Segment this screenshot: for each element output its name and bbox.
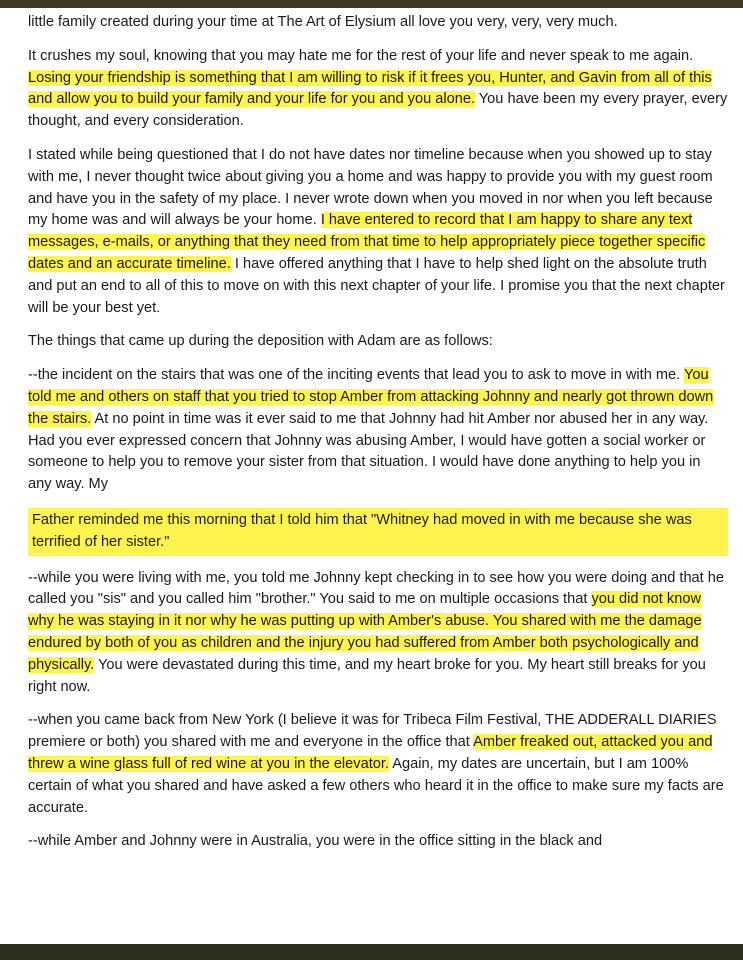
paragraph-australia — [28, 831, 728, 853]
body-text: I stated while being questioned that I do not have dates nor timeline because when you showed up to stay with me, I never thought twice about giving you a home and was happy to provide you with my guest room and have you in the safety of my place. I never wrote down when you moved in nor when you left because my home was and will always be your home. — [28, 146, 713, 229]
highlighted-text: Losing your friendship is something that I am willing to risk if it frees you, Hunter, and Gavin from all of this and allow you to build your family and your life for you and you alone. — [28, 69, 712, 108]
body-text: little family created during your time at The Art of Elysium all love you very, very, very much. — [28, 14, 618, 30]
body-text: --the incident on the stairs that was one of the inciting events that lead you to ask to move in with me. — [28, 367, 684, 384]
highlighted-text: you did not know why he was staying in it nor why he was putting up with Amber's abuse. You shared with me the damage endured by both of you as children and the injury you had suffered from Amber both psychologically and physically. — [28, 591, 702, 673]
paragraph-opening-line — [28, 12, 728, 34]
body-text: --when you came back from New York (I believe it was for Tribeca Film Festival, THE ADDERALL DIARIES premiere or both) you shared with me and everyone in the office that — [28, 712, 717, 751]
paragraph-stairs-incident — [28, 365, 728, 496]
paragraph-father-reminder — [28, 508, 728, 556]
paragraph-living-with-me — [28, 568, 728, 699]
letter-page — [28, 12, 728, 865]
body-text: Again, my dates are uncertain, but I am 100% certain of what you shared and have asked a few others who heard it in the office to make sure my facts are accurate. — [28, 755, 724, 816]
paragraph-friendship — [28, 46, 728, 133]
body-text: It crushes my soul, knowing that you may hate me for the rest of your life and never speak to me again. — [28, 47, 694, 64]
bottom-border — [0, 944, 743, 960]
body-text: I have offered anything that I have to help shed light on the absolute truth and put an end to all of this to move on with this next chapter of your life. I promise you that the next chapter will be your best yet. — [28, 255, 725, 316]
body-text: --while you were living with me, you told me Johnny kept checking in to see how you were doing and that he called you "sis" and you called him "brother." You said to me on multiple occasions that — [28, 569, 725, 608]
paragraph-deposition-intro — [28, 331, 728, 353]
highlighted-text: I have entered to record that I am happy to share any text messages, e-mails, or anything that they need from that time to help appropriately piece together specific dates and an accurate timeline. — [28, 212, 706, 272]
body-text: You were devastated during this time, and my heart broke for you. My heart still breaks for you right now. — [28, 656, 706, 695]
paragraph-timeline — [28, 145, 728, 319]
top-border — [0, 0, 743, 8]
highlighted-text: Amber freaked out, attacked you and threw a wine glass full of red wine at you in the elevator. — [28, 734, 713, 772]
body-text: --while Amber and Johnny were in Australia, you were in the office sitting in the black and — [28, 833, 603, 850]
body-text: You have been my every prayer, every thought, and every consideration. — [28, 91, 728, 130]
body-text: At no point in time was it ever said to me that Johnny had hit Amber nor abused her in any way. Had you ever expressed concern that Johnny was abusing Amber, I would have gotten a social worker or someone to help you to remove your sister from that situation. I would have done anything to help you in any way. My — [28, 410, 709, 493]
body-text: The things that came up during the deposition with Adam are as follows: — [28, 333, 493, 350]
highlighted-text: You told me and others on staff that you tried to stop Amber from attacking Johnny and nearly got thrown down the stairs. — [28, 367, 714, 427]
paragraph-new-york — [28, 710, 728, 819]
body-text: Father reminded me this morning that I told him that "Whitney had moved in with me because she was terrified of her sister." — [32, 511, 692, 550]
